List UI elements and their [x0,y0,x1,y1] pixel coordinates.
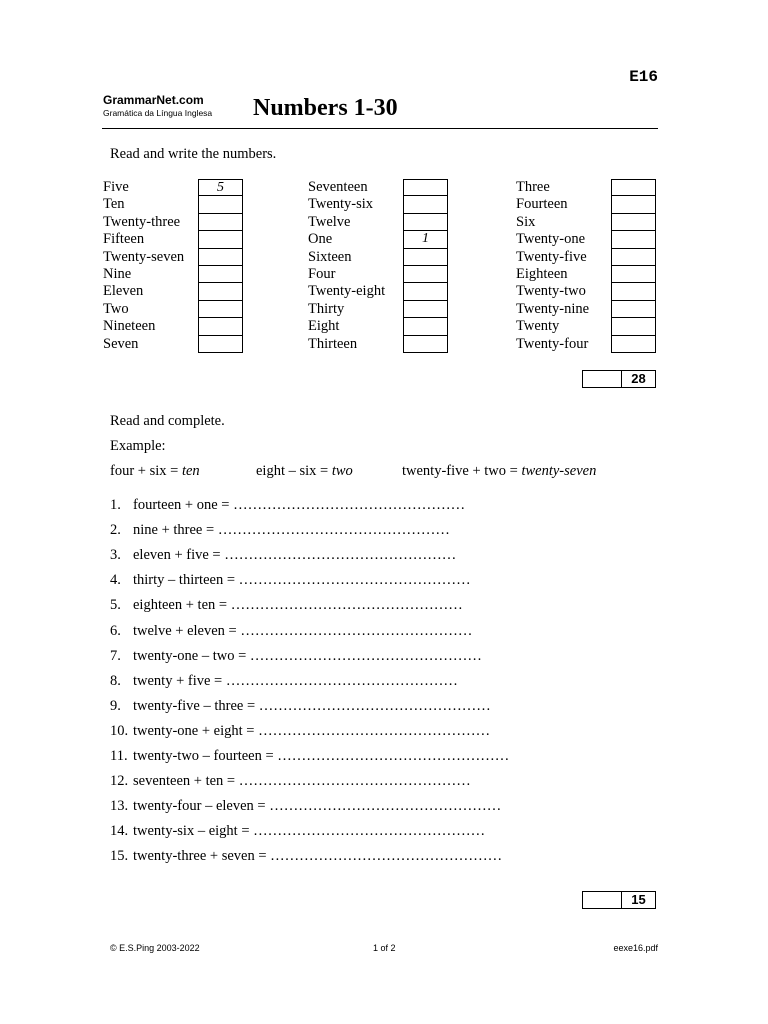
question-expression: twenty-three + seven = [133,848,271,865]
score-total: 28 [631,371,646,386]
answer-box[interactable] [198,318,243,335]
number-word: Twenty-seven [103,248,185,265]
answer-blank[interactable]: ………………………………………… [230,597,463,614]
question-item [110,672,458,690]
question-expression: fourteen + one = [133,497,234,513]
example-expression: twenty-five + two = [402,463,522,479]
question-expression: twenty-four – eleven = [133,798,270,815]
number-word: Seventeen [308,179,368,195]
answer-blank[interactable]: ………………………………………… [258,722,491,739]
number-word: Nine [103,265,132,282]
question-expression: twenty-two – fourteen = [133,748,278,764]
question-number: 1. [110,497,121,513]
answer-box[interactable] [403,318,448,335]
question-number: 4. [110,572,121,589]
number-word: Eighteen [516,265,568,282]
question-number: 5. [110,597,121,614]
answer-blank[interactable]: ………………………………………… [249,647,482,664]
header-divider [102,128,658,129]
question-expression: eighteen + ten = [133,597,231,614]
brand-name: GrammarNet.com [103,93,204,107]
number-word: Twenty [516,318,560,335]
answer-blank[interactable]: ………………………………………… [238,572,471,589]
question-number: 14. [110,823,129,840]
example-answer: two [331,463,353,479]
answer-blank[interactable]: ………………………………………… [217,522,450,539]
question-expression: twenty + five = [133,672,226,689]
footer-filename: eexe16.pdf [613,943,658,953]
answer-box[interactable] [198,196,243,213]
question-item [110,697,491,715]
question-number: 11. [110,748,128,764]
brand-subtitle: Gramática da Língua Inglesa [103,108,213,118]
answer-box[interactable] [403,283,448,300]
question-expression: seventeen + ten = [133,773,239,790]
number-word: Eleven [103,283,144,300]
number-word: Twenty-four [516,335,589,352]
example-expression: eight – six = [256,463,332,479]
answer-box[interactable] [611,179,656,196]
question-item [110,622,472,640]
question-expression: twenty-one + eight = [133,722,259,739]
number-word: Fourteen [516,196,568,213]
answer-box[interactable] [403,249,448,266]
answer-box[interactable] [611,318,656,335]
section1-instruction: Read and write the numbers. [110,146,277,162]
question-number: 7. [110,647,121,664]
answer-blank[interactable]: ………………………………………… [270,848,503,865]
number-word: Three [516,179,550,195]
example-3 [402,462,596,480]
answer-blank[interactable]: ………………………………………… [225,672,458,689]
number-word: Thirty [308,300,345,317]
question-number: 2. [110,522,121,539]
question-item [110,521,450,539]
answer-box[interactable] [403,266,448,283]
question-item [110,747,509,765]
answer-box[interactable] [611,266,656,283]
exercise-code: E16 [629,68,658,86]
footer-page-number: 1 of 2 [373,943,396,953]
number-word: Twenty-five [516,248,587,265]
question-item [110,822,485,840]
answer-box[interactable] [198,231,243,248]
number-word: Four [308,265,336,282]
answer-blank[interactable]: ………………………………………… [269,798,502,815]
answer-blank[interactable]: ………………………………………… [258,697,491,714]
section2-instruction: Read and complete. [110,413,225,429]
answer-box[interactable] [198,249,243,266]
number-word: Ten [103,196,125,213]
number-word: Twenty-six [308,196,374,213]
answer-box[interactable] [403,214,448,231]
number-word: Thirteen [308,335,358,352]
question-item [110,772,471,790]
number-word: Seven [103,335,139,352]
question-number: 3. [110,547,121,564]
number-word: Two [103,300,129,317]
question-expression: twenty-five – three = [133,697,259,714]
answer-box[interactable] [611,249,656,266]
number-word: Five [103,179,129,195]
question-item [110,797,501,815]
question-number: 15. [110,848,129,865]
answer-blank[interactable]: ………………………………………… [240,622,473,639]
answer-blank[interactable]: ………………………………………… [224,547,457,564]
answer-box[interactable] [403,179,448,196]
question-item [110,722,490,740]
question-expression: nine + three = [133,522,218,539]
score-total: 15 [631,892,646,907]
question-expression: thirty – thirteen = [133,572,239,589]
question-item [110,496,465,514]
question-item [110,571,471,589]
answer-box[interactable] [198,214,243,231]
answer-blank[interactable]: ………………………………………… [233,497,466,513]
example-label: Example: [110,438,166,454]
question-item [110,596,463,614]
question-number: 6. [110,622,121,639]
number-word: Twenty-one [516,231,586,248]
answer-box[interactable]: 5 [198,179,243,196]
example-1 [110,462,200,480]
question-number: 10. [110,722,129,739]
number-word: Twenty-two [516,283,586,300]
number-word: Twelve [308,213,351,230]
answer-blank[interactable]: ………………………………………… [253,823,486,840]
answer-box[interactable] [198,266,243,283]
question-expression: twelve + eleven = [133,622,241,639]
score-input[interactable] [583,371,622,387]
section1-score-box [582,370,656,388]
number-word: Twenty-nine [516,300,590,317]
answer-box[interactable] [403,336,448,353]
question-number: 9. [110,697,121,714]
number-word: Nineteen [103,318,156,335]
question-number: 8. [110,672,121,689]
number-word: Fifteen [103,231,145,248]
answer-box[interactable] [611,196,656,213]
example-expression: four + six = [110,463,182,479]
question-expression: twenty-one – two = [133,647,250,664]
score-input[interactable] [583,892,622,908]
number-word: Twenty-eight [308,283,386,300]
answer-box[interactable] [611,231,656,248]
example-answer: ten [181,463,200,479]
example-answer: twenty-seven [521,463,597,479]
answer-box[interactable] [611,214,656,231]
page-title: Numbers 1-30 [253,95,398,121]
question-expression: twenty-six – eight = [133,823,254,840]
answer-box[interactable] [611,301,656,318]
number-word: Six [516,213,536,230]
answer-box[interactable] [198,336,243,353]
number-word: Sixteen [308,248,352,265]
number-word: One [308,231,333,248]
number-word: Eight [308,318,340,335]
question-number: 13. [110,798,129,815]
question-expression: eleven + five = [133,547,225,564]
answer-box[interactable] [403,301,448,318]
number-word: Twenty-three [103,213,181,230]
answer-blank[interactable]: ………………………………………… [238,773,471,790]
answer-box[interactable] [403,196,448,213]
question-item [110,546,456,564]
answer-blank[interactable]: ………………………………………… [277,748,510,764]
footer-copyright: © E.S.Ping 2003-2022 [110,943,200,953]
example-2 [256,462,353,480]
answer-box[interactable] [198,301,243,318]
section2-score-box [582,891,656,909]
answer-box[interactable] [611,336,656,353]
question-item [110,847,502,865]
answer-box[interactable] [198,283,243,300]
question-number: 12. [110,773,129,790]
answer-box[interactable]: 1 [403,231,448,248]
answer-box[interactable] [611,283,656,300]
question-item [110,647,482,665]
